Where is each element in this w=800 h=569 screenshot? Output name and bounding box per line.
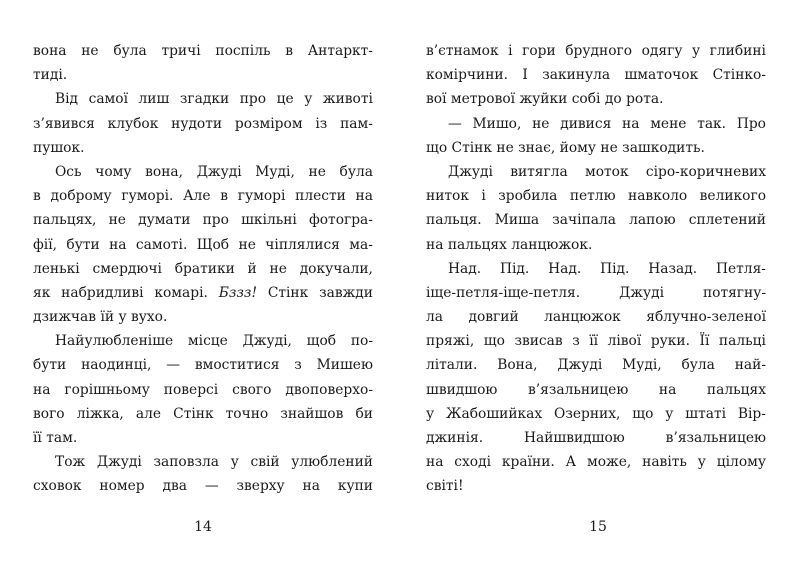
text-line	[426, 257, 766, 281]
word: в	[220, 188, 229, 205]
word: фії,	[33, 236, 58, 253]
word: Під.	[499, 260, 530, 277]
word: Мишо,	[472, 115, 522, 132]
word: її	[33, 430, 42, 446]
word: Джуді,	[242, 333, 292, 350]
word: поспіль	[215, 43, 271, 59]
word: щоб	[306, 333, 337, 350]
text-line	[426, 353, 766, 377]
word: дивися	[560, 115, 612, 132]
word: нудоти	[171, 115, 223, 132]
word: точно	[225, 405, 269, 422]
text-line	[33, 474, 373, 498]
word: її	[589, 333, 599, 350]
left-page-number: 14	[194, 519, 212, 535]
word: шматочок	[624, 67, 699, 84]
text-line	[426, 184, 766, 208]
word: пальцях,	[33, 212, 97, 229]
word: жуйки	[519, 91, 568, 108]
word: ниток	[426, 188, 469, 205]
word: у	[426, 405, 435, 422]
word: не	[308, 163, 326, 180]
word: Ось	[55, 163, 82, 180]
word: —	[166, 357, 181, 374]
word: у	[118, 309, 127, 326]
text-line	[426, 233, 766, 257]
word: й	[247, 260, 257, 277]
word: купи	[337, 478, 373, 495]
word: що	[632, 405, 654, 422]
text-line	[426, 136, 766, 160]
word: на	[302, 478, 320, 495]
word: з	[572, 333, 580, 350]
word: Мишею	[316, 357, 373, 374]
word: зашкодить.	[622, 139, 705, 156]
word: зверху	[236, 478, 285, 495]
text-line	[426, 474, 766, 498]
word: наодинці,	[81, 357, 152, 374]
text-line	[426, 450, 766, 474]
word: брудного	[565, 43, 633, 59]
word: Назад.	[648, 260, 698, 277]
text-line	[33, 305, 373, 329]
word: світі!	[426, 478, 464, 495]
word: комірчини.	[426, 67, 508, 84]
word: А	[565, 454, 577, 471]
word: Вір-	[737, 405, 766, 422]
text-line	[33, 184, 373, 208]
word: Щоб	[196, 236, 230, 253]
word: на	[426, 454, 444, 471]
text-line	[426, 281, 766, 305]
word: яблучно-зеленої	[646, 309, 766, 326]
word: їй	[100, 309, 115, 326]
word: номер	[99, 478, 145, 495]
word: що	[483, 333, 505, 350]
word: іще-петля-іще-петля.	[426, 284, 581, 301]
word: по-	[350, 333, 373, 350]
word: сіро-коричневих	[645, 163, 766, 180]
text-line	[33, 233, 373, 257]
word: Миша	[494, 212, 540, 229]
text-line	[33, 63, 373, 87]
word: докучали,	[299, 260, 373, 277]
word: штаті	[685, 405, 727, 422]
word: у	[697, 454, 706, 471]
text-line	[33, 257, 373, 281]
word: великого	[699, 188, 766, 205]
word: але	[135, 405, 162, 422]
word: гори	[522, 43, 556, 59]
text-line	[426, 329, 766, 353]
word: тиді.	[33, 67, 68, 84]
word: клубок	[107, 115, 159, 132]
word: набридливі	[61, 284, 144, 301]
text-line	[33, 281, 373, 305]
word: не	[81, 43, 99, 59]
word: на	[622, 115, 640, 132]
word: із	[315, 115, 328, 132]
word: про	[202, 212, 229, 229]
word: у	[304, 91, 313, 108]
word: на	[355, 188, 373, 205]
word: дзижчав	[33, 309, 97, 326]
word: ланцюжок.	[511, 236, 593, 253]
word: у	[230, 454, 239, 471]
word: пам-	[340, 115, 373, 132]
word: гуморі	[237, 188, 286, 205]
text-line	[426, 87, 766, 111]
word: пальцях	[706, 381, 766, 398]
word: йому	[559, 139, 596, 156]
word: бути	[66, 236, 100, 253]
word: пальця.	[426, 212, 482, 229]
word: мене	[650, 115, 687, 132]
word: Муді,	[255, 163, 295, 180]
word: ліжка,	[76, 405, 124, 422]
text-line	[426, 378, 766, 402]
text-line	[426, 208, 766, 232]
word: про	[239, 91, 267, 108]
word: завжди	[319, 284, 373, 301]
word: комарі.	[154, 284, 208, 301]
word: Стінк	[173, 405, 214, 422]
word: два	[162, 478, 187, 495]
word: плести	[295, 188, 346, 205]
word: одягу	[641, 43, 683, 59]
word: рота.	[626, 91, 664, 108]
word: братики	[174, 260, 235, 277]
word: Джуді	[196, 163, 242, 180]
word: вона	[33, 43, 67, 59]
word: Найшвидшою	[523, 430, 625, 446]
word: звисав	[514, 333, 563, 350]
word: Озерних,	[554, 405, 621, 422]
word: Джуді	[96, 454, 142, 471]
word: як	[33, 284, 51, 301]
word: в’язальницею	[528, 381, 629, 398]
word: бути	[33, 357, 67, 374]
word: Стінк	[451, 139, 492, 156]
word: швидшою	[426, 381, 498, 398]
text-line	[426, 112, 766, 136]
word: чому	[95, 163, 132, 180]
word: лапою	[629, 212, 676, 229]
word: це	[276, 91, 294, 108]
word: метрової	[450, 91, 516, 108]
word: не	[532, 115, 550, 132]
word: місце	[187, 333, 228, 350]
word: Її	[699, 333, 710, 350]
word: улюблений	[291, 454, 373, 471]
text-line	[33, 87, 373, 111]
word: не	[269, 260, 287, 277]
text-line	[426, 426, 766, 450]
word: сховок	[33, 478, 82, 495]
word: в’єтнамок	[426, 43, 499, 59]
text-line	[33, 426, 373, 450]
word: розміром	[234, 115, 303, 132]
word: Під.	[600, 260, 630, 277]
word: лівої	[607, 333, 642, 350]
word: най-	[734, 357, 766, 374]
text-line	[33, 329, 373, 353]
word: і	[508, 43, 513, 59]
word: доброму	[50, 188, 112, 205]
text-line	[426, 39, 766, 63]
word: сході	[454, 454, 492, 471]
word: з	[294, 357, 302, 374]
word: самої	[88, 91, 128, 108]
text-line	[426, 160, 766, 184]
word: так.	[697, 115, 727, 132]
text-line	[33, 353, 373, 377]
word: вого	[33, 405, 65, 422]
word: глибині	[709, 43, 766, 59]
right-page-number: 15	[589, 519, 607, 535]
word: знайшов	[280, 405, 344, 422]
word: лиш	[138, 91, 170, 108]
word: ленькі	[33, 260, 80, 277]
word: би	[355, 405, 373, 422]
text-line	[33, 112, 373, 136]
word: була	[681, 357, 715, 374]
word: ла	[426, 309, 443, 326]
word: навколо	[628, 188, 688, 205]
word: пальцях	[447, 236, 507, 253]
text-line	[426, 63, 766, 87]
word: заповзла	[153, 454, 220, 471]
word: І	[522, 67, 528, 84]
word: Жабошийках	[445, 405, 543, 422]
word: гуморі.	[121, 188, 174, 205]
word: сплетений	[688, 212, 766, 229]
word: моток	[585, 163, 629, 180]
word: пальці	[718, 333, 766, 350]
word: була	[339, 163, 373, 180]
word: Над.	[548, 260, 582, 277]
word: з’явився	[33, 115, 95, 132]
word: джинія.	[426, 430, 484, 446]
word: витягла	[510, 163, 568, 180]
word: була	[113, 43, 147, 59]
word: літали.	[426, 357, 478, 374]
word: двоповерхо-	[285, 381, 373, 398]
word: Джуді	[557, 357, 603, 374]
word: вмоститися	[194, 357, 280, 374]
word: свого	[232, 381, 272, 398]
word: закинула	[542, 67, 611, 84]
word: собі	[571, 91, 601, 108]
word: зробила	[498, 188, 558, 205]
word: Джуді	[448, 163, 493, 180]
word: не	[108, 212, 126, 229]
word: Муді,	[622, 357, 662, 374]
word: животі	[322, 91, 373, 108]
text-line	[33, 208, 373, 232]
word: Бззз!	[218, 284, 257, 301]
word: шкільні	[241, 212, 297, 229]
word: Вона,	[497, 357, 538, 374]
word: потягну-	[702, 284, 766, 301]
word: Над.	[448, 260, 482, 277]
word: петлю	[569, 188, 616, 205]
text-line	[33, 160, 373, 184]
text-line	[33, 450, 373, 474]
word: —	[448, 115, 462, 132]
word: вона,	[145, 163, 184, 180]
word: Петля-	[715, 260, 766, 277]
word: вухо.	[130, 309, 168, 326]
word: довгий	[468, 309, 519, 326]
word: може,	[586, 454, 632, 471]
word: тричі	[161, 43, 201, 59]
word: свій	[250, 454, 280, 471]
text-line	[33, 39, 373, 63]
word: Але	[183, 188, 211, 205]
word: до	[604, 91, 622, 108]
word: самоті.	[135, 236, 188, 253]
word: країни.	[501, 454, 555, 471]
word: зачіпала	[552, 212, 616, 229]
word: не	[600, 139, 618, 156]
word: чіплялися	[265, 236, 340, 253]
word: ма-	[349, 236, 373, 253]
word: там.	[46, 430, 78, 446]
word: у	[692, 43, 701, 59]
word: не	[496, 139, 514, 156]
word: в’язальницею	[665, 430, 766, 446]
word: Стінк	[267, 284, 309, 301]
word: поверсі	[163, 381, 219, 398]
word: Найулюбленіше	[55, 333, 174, 350]
word: Від	[55, 91, 79, 108]
word: Про	[736, 115, 766, 132]
word: Тож	[55, 454, 86, 471]
word: фотогра-	[308, 212, 373, 229]
word: на	[426, 236, 444, 253]
text-line	[33, 136, 373, 160]
word: в	[33, 188, 41, 205]
text-line	[426, 305, 766, 329]
word: —	[204, 478, 219, 495]
word: руки.	[650, 333, 690, 350]
word: Стінко-	[712, 67, 766, 84]
word: смердючі	[92, 260, 162, 277]
text-line	[33, 402, 373, 426]
word: Антаркт-	[307, 43, 373, 59]
text-line	[33, 378, 373, 402]
word: згадки	[179, 91, 230, 108]
word: думати	[138, 212, 191, 229]
word: в	[285, 43, 293, 59]
word: що	[426, 139, 448, 156]
word: пушок.	[33, 139, 85, 156]
word: навіть	[642, 454, 687, 471]
word: горішньому	[64, 381, 150, 398]
text-line	[426, 402, 766, 426]
word: на	[658, 381, 677, 398]
word: на	[33, 381, 51, 398]
word: ланцюжок	[544, 309, 621, 326]
word: на	[109, 236, 127, 253]
word: знає,	[518, 139, 556, 156]
word: не	[238, 236, 256, 253]
word: у	[665, 405, 674, 422]
word: вої	[426, 91, 447, 108]
left-page	[33, 39, 373, 499]
word: Джуді	[619, 284, 664, 301]
right-page	[426, 39, 766, 499]
word: і	[481, 188, 486, 205]
word: цілому	[716, 454, 766, 471]
word: пряжі,	[426, 333, 475, 350]
